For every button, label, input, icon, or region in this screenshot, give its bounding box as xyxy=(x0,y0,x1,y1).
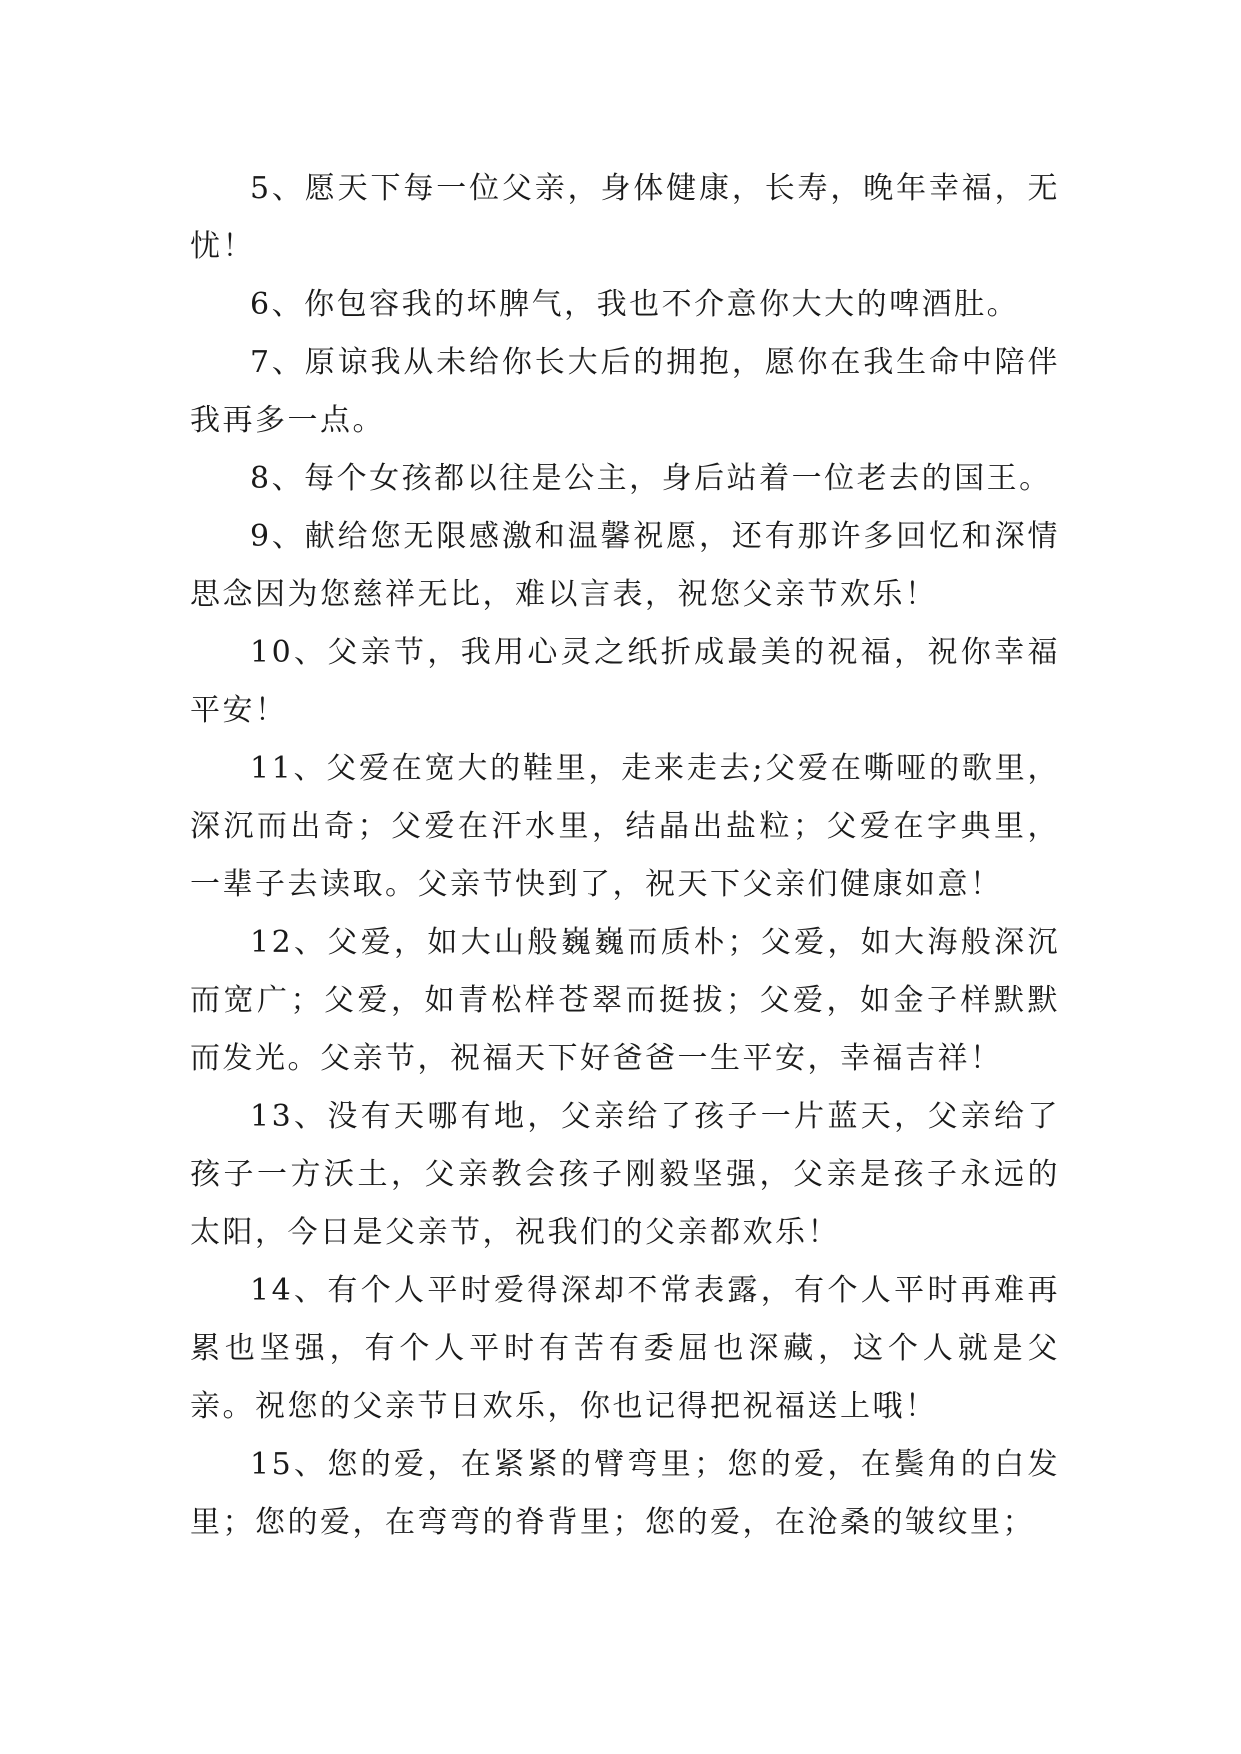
paragraph-15: 15、您的爱，在紧紧的臂弯里；您的爱，在鬓角的白发里；您的爱，在弯弯的脊背里；您的爱，在沧桑的皱纹里； xyxy=(190,1447,1060,1540)
paragraph-13: 13、没有天哪有地，父亲给了孩子一片蓝天，父亲给了孩子一方沃土，父亲教会孩子刚毅坚强，父亲是孩子永远的太阳，今日是父亲节，祝我们的父亲都欢乐！ xyxy=(190,1099,1060,1250)
paragraph-14: 14、有个人平时爱得深却不常表露，有个人平时再难再累也坚强，有个人平时有苦有委屈也深藏，这个人就是父亲。祝您的父亲节日欢乐，你也记得把祝福送上哦！ xyxy=(190,1273,1060,1424)
paragraph-9: 9、献给您无限感激和温馨祝愿，还有那许多回忆和深情思念因为您慈祥无比，难以言表，祝您父亲节欢乐！ xyxy=(190,519,1060,612)
paragraph-8: 8、每个女孩都以往是公主，身后站着一位老去的国王。 xyxy=(250,461,1052,496)
paragraph-12: 12、父爱，如大山般巍巍而质朴；父爱，如大海般深沉而宽广；父爱，如青松样苍翠而挺拔；父爱，如金子样默默而发光。父亲节，祝福天下好爸爸一生平安，幸福吉祥！ xyxy=(190,925,1060,1076)
paragraph-11: 11、父爱在宽大的鞋里，走来走去;父爱在嘶哑的歌里，深沉而出奇；父爱在汗水里，结晶出盐粒；父爱在字典里，一辈子去读取。父亲节快到了，祝天下父亲们健康如意！ xyxy=(190,751,1060,902)
paragraph-5: 5、愿天下每一位父亲，身体健康，长寿，晚年幸福，无忧！ xyxy=(190,171,1060,264)
paragraph-6: 6、你包容我的坏脾气，我也不介意你大大的啤酒肚。 xyxy=(250,287,1020,322)
paragraph-10: 10、父亲节，我用心灵之纸折成最美的祝福，祝你幸福平安！ xyxy=(190,635,1060,728)
document-body xyxy=(190,160,1060,1552)
paragraph-7: 7、原谅我从未给你长大后的拥抱，愿你在我生命中陪伴我再多一点。 xyxy=(190,345,1060,438)
